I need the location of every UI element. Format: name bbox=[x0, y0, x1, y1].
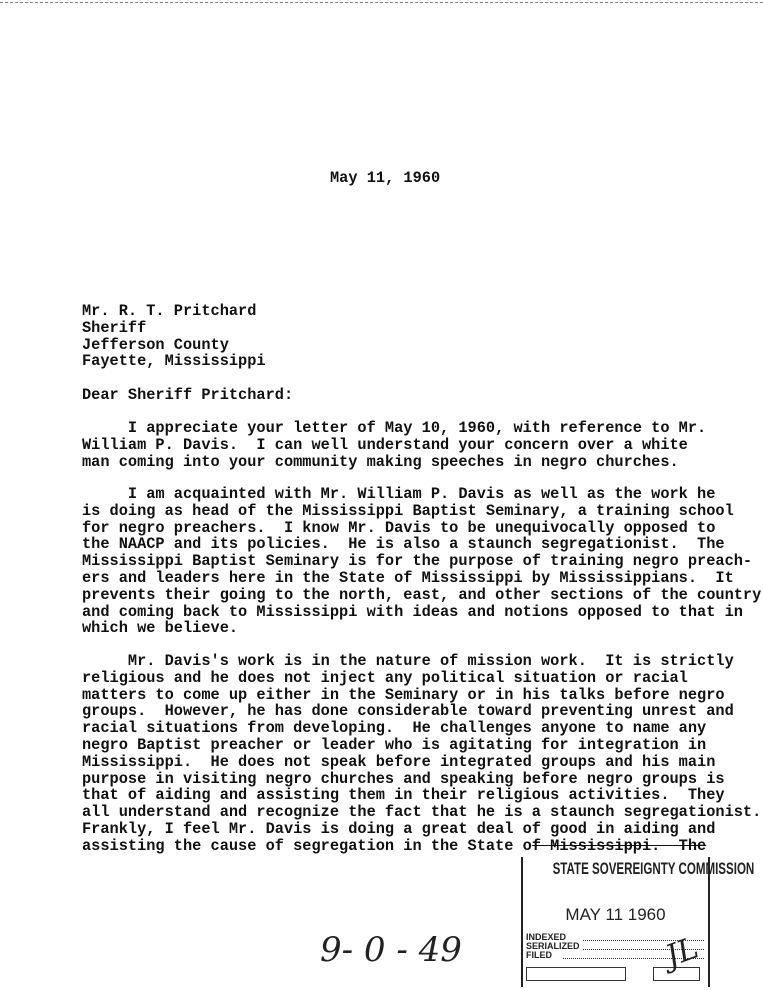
struck-text: f Mississippi. The bbox=[531, 836, 707, 855]
text-line: I appreciate your letter of May 10, 1960, with reference to Mr. bbox=[82, 419, 707, 437]
address-line: Mr. R. T. Pritchard bbox=[82, 302, 257, 320]
stamp-box bbox=[526, 967, 626, 981]
address-line: Jefferson County bbox=[82, 335, 229, 354]
text-line: matters to come up either in the Seminary or in his talks before negro bbox=[82, 685, 725, 704]
text-line: Frankly, I feel Mr. Davis is doing a great deal of good in aiding and bbox=[82, 819, 716, 838]
text-line: which we believe. bbox=[82, 619, 239, 638]
text-line: groups. However, he has done considerable toward preventing unrest and bbox=[82, 702, 734, 721]
salutation: Dear Sheriff Pritchard: bbox=[82, 386, 294, 404]
text-line: prevents their going to the north, east, and other sections of the country bbox=[82, 585, 762, 604]
paragraph-1 bbox=[82, 420, 706, 470]
text-line: negro Baptist preacher or leader who is agitating for integration in bbox=[82, 735, 707, 754]
text-line: for negro preachers. I know Mr. Davis to be unequivocally opposed to bbox=[82, 518, 716, 537]
address-line: Fayette, Mississippi bbox=[82, 352, 266, 371]
stamp-date: MAY 11 1960 bbox=[565, 905, 666, 924]
handwritten-file-number: 9- 0 - 49 bbox=[320, 930, 462, 970]
text-line: religious and he does not inject any political situation or racial bbox=[82, 668, 688, 687]
stamp-field-serialized: SERIALIZED bbox=[526, 941, 580, 951]
stamp-title: STATE SOVEREIGNTY COMMISSION bbox=[552, 859, 755, 878]
text-line: the NAACP and its policies. He is also a staunch segregationist. The bbox=[82, 535, 725, 554]
text-line bbox=[82, 838, 761, 855]
recipient-address bbox=[82, 303, 266, 370]
letter-date: May 11, 1960 bbox=[330, 169, 441, 187]
paragraph-3 bbox=[82, 653, 761, 855]
text-line: I am acquainted with Mr. William P. Davis as well as the work he bbox=[82, 485, 716, 503]
scan-edge-line bbox=[0, 2, 763, 3]
last-line-text: assisting the cause of segregation in the State o bbox=[82, 836, 532, 855]
text-line: that of aiding and assisting them in their religious activities. They bbox=[82, 786, 725, 805]
text-line: and coming back to Mississippi with ideas and notions opposed to that in bbox=[82, 602, 743, 621]
stamp-field-indexed: INDEXED bbox=[526, 932, 567, 942]
text-line: Mississippi. He does not speak before integrated groups and his main bbox=[82, 752, 716, 771]
text-line: Mr. Davis's work is in the nature of mission work. It is strictly bbox=[82, 652, 734, 670]
text-line: Mississippi Baptist Seminary is for the purpose of training negro preach- bbox=[82, 552, 753, 571]
handwritten-initials: JL bbox=[660, 930, 703, 975]
text-line: is doing as head of the Mississippi Baptist Seminary, a training school bbox=[82, 501, 734, 520]
text-line: all understand and recognize the fact that he is a staunch segregationist. bbox=[82, 803, 762, 822]
paragraph-2 bbox=[82, 486, 761, 637]
stamp-field-filed: FILED bbox=[526, 950, 552, 960]
text-line: William P. Davis. I can well understand your concern over a white bbox=[82, 435, 688, 454]
text-line: purpose in visiting negro churches and speaking before negro groups is bbox=[82, 769, 725, 788]
text-line: racial situations from developing. He challenges anyone to name any bbox=[82, 719, 707, 738]
text-line: man coming into your community making speeches in negro churches. bbox=[82, 452, 679, 471]
address-line: Sheriff bbox=[82, 318, 147, 337]
text-line: ers and leaders here in the State of Mississippi by Mississippians. It bbox=[82, 568, 734, 587]
